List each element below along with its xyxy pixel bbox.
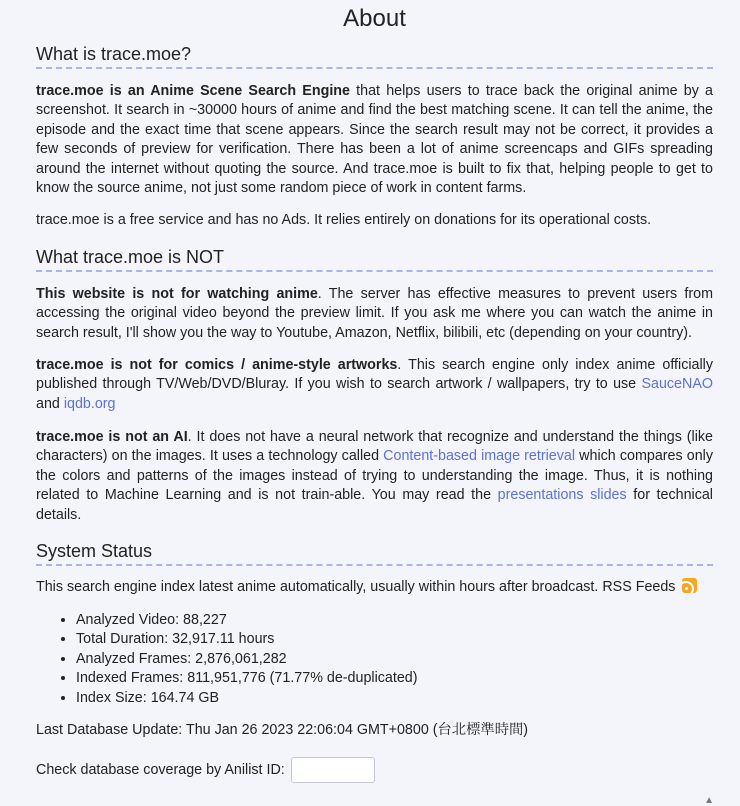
stat-item: • Analyzed Frames: 2,876,061,282 [76, 650, 418, 669]
not-bold-lead-2: trace.moe is not for comics / anime-style artworks [36, 357, 398, 373]
not-paragraph-3 [36, 428, 713, 525]
not-text-3b: which compares only the colors and patterns of the images instead of trying to understanding the image. Thus, it is nothing related to Machine Learning and is not train-able. You may read the [36, 448, 713, 504]
not-bold-lead-3: trace.moe is not an AI [36, 429, 188, 445]
iqdb-link[interactable]: iqdb.org [63, 395, 116, 412]
page-title: About [343, 5, 406, 32]
rss-icon[interactable] [682, 578, 697, 593]
not-text-3c: for technical details. [36, 487, 713, 523]
section-heading-what: What is trace.moe? [36, 44, 713, 69]
not-bold-lead-1: This website is not for watching anime [36, 286, 318, 302]
coverage-label: Check database coverage by Anilist ID: [36, 762, 285, 778]
last-database-update: Last Database Update: Thu Jan 26 2023 22:06:04 GMT+0800 (台北標準時間) [36, 722, 529, 738]
scroll-indicator-icon: ▲ [704, 795, 714, 806]
anilist-id-input[interactable] [291, 757, 375, 783]
what-text: that helps users to trace back the original anime by a screenshot. It search in ~30000 hours of anime and find the best matching scene. It can tell the anime, the episode and the exact time that scene appears. Since the search result may not be correct, it provides a few seconds of preview for verification. There has been a lot of anime screencaps and GIFs spreading around the internet without quoting the source. And trace.moe is built to fix that, helping people to get to know the source anime, not just some random piece of work in content farms. [36, 83, 714, 197]
status-stats-list [76, 611, 418, 708]
what-paragraph-2: trace.moe is a free service and has no Ads. It relies entirely on donations for its operational costs. [36, 212, 652, 228]
status-intro [36, 578, 713, 597]
status-intro-text: This search engine index latest anime automatically, usually within hours after broadcast. RSS Feeds [36, 579, 676, 595]
stat-item: • Indexed Frames: 811,951,776 (71.77% de-duplicated) [76, 669, 418, 688]
not-text-2: . This search engine only index anime officially published through TV/Web/DVD/Bluray. If you wish to search artwork / wallpapers, try to use [36, 357, 713, 393]
not-paragraph-1 [36, 285, 713, 343]
what-paragraph-1 [36, 82, 713, 198]
stat-item: • Index Size: 164.74 GB [76, 689, 418, 708]
stat-item: • Total Duration: 32,917.11 hours [76, 630, 418, 649]
stat-item: • Analyzed Video: 88,227 [76, 611, 418, 630]
section-heading-not: What trace.moe is NOT [36, 247, 713, 272]
presentation-slides-link[interactable]: presentations slides [497, 487, 627, 504]
not-paragraph-2 [36, 356, 713, 414]
what-bold-lead: trace.moe is an Anime Scene Search Engine [36, 83, 350, 99]
cbir-link[interactable]: Content-based image retrieval [383, 448, 576, 465]
not-text-1: . The server has effective measures to prevent users from accessing the original video beyond the preview limit. If you ask me where you can watch the anime in search result, I'll show you the way to Youtube, Amazon, Netflix, bilibili, etc (depending on your country). [36, 286, 713, 341]
not-text-2b: and [36, 395, 64, 412]
coverage-row [36, 757, 713, 783]
not-text-3a: . It does not have a neural network that recognize and understand the things (like characters) on the images. It uses a technology called [36, 429, 713, 465]
section-heading-status: System Status [36, 541, 713, 566]
saucenao-link[interactable]: SauceNAO [641, 376, 713, 393]
